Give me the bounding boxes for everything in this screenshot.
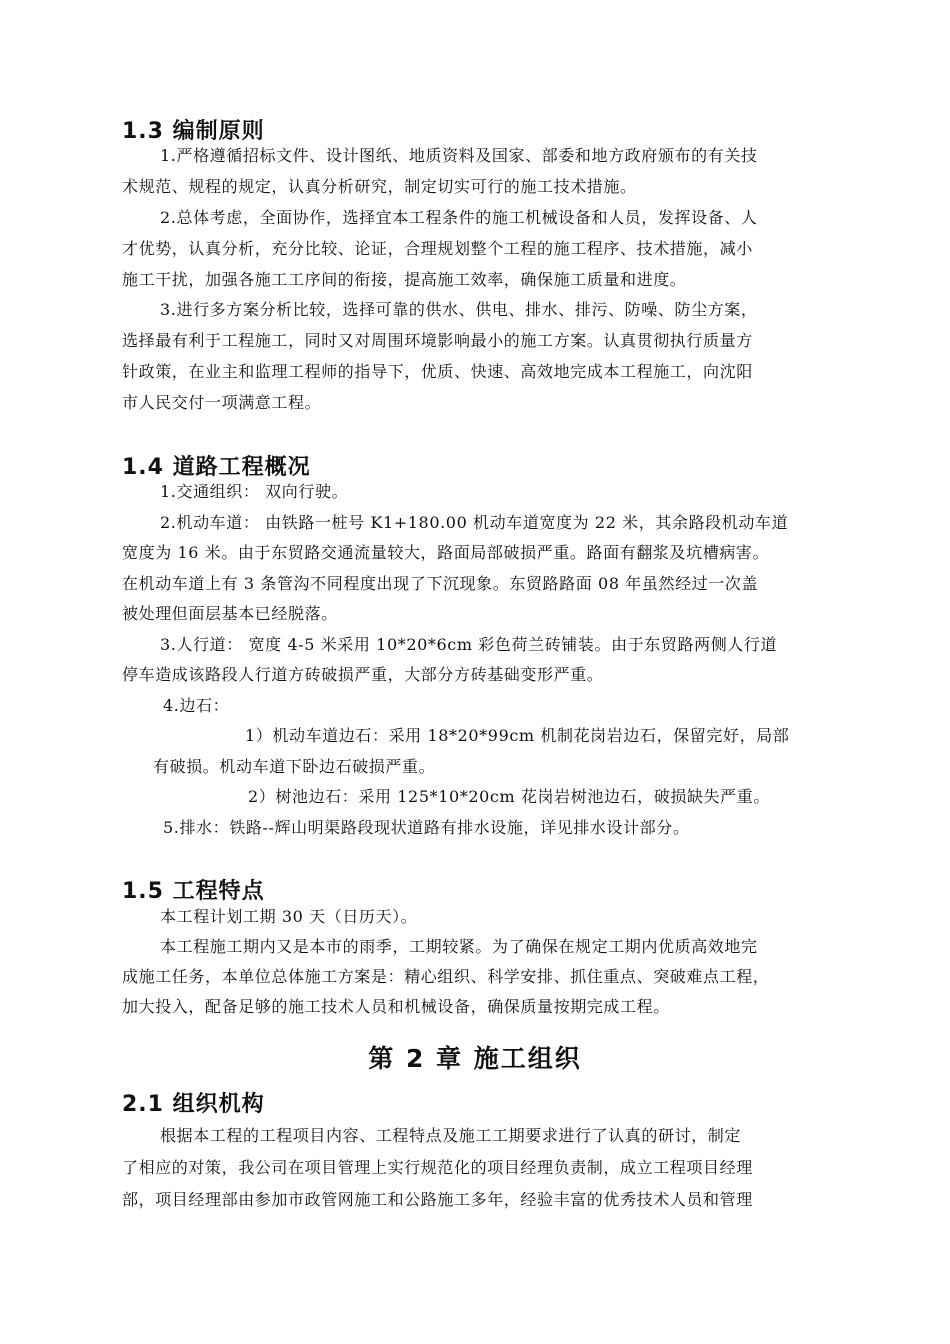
paragraph-line: 针政策，在业主和监理工程师的指导下，优质、快速、高效地完成本工程施工，向沈阳 bbox=[122, 362, 753, 381]
paragraph-line: 了相应的对策，我公司在项目管理上实行规范化的项目经理负责制，成立工程项目经理 bbox=[122, 1158, 753, 1177]
paragraph-line: 5.排水：铁路--辉山明渠路段现状道路有排水设施，详见排水设计部分。 bbox=[163, 818, 690, 837]
paragraph-line: 2）树池边石：采用 125*10*20cm 花岗岩树池边石，破损缺失严重。 bbox=[248, 787, 770, 806]
section-heading-2-1: 2.1 组织机构 bbox=[122, 1092, 265, 1117]
section-heading-1-4: 1.4 道路工程概况 bbox=[122, 455, 311, 480]
paragraph-line: 3.进行多方案分析比较，选择可靠的供水、供电、排水、排污、防噪、防尘方案， bbox=[160, 300, 758, 319]
paragraph-line: 1.交通组织： 双向行驶。 bbox=[160, 482, 349, 501]
paragraph-line: 4.边石： bbox=[163, 696, 230, 715]
paragraph-line: 2.机动车道： 由铁路一桩号 K1+180.00 机动车道宽度为 22 米，其余路段机动车道 bbox=[160, 513, 789, 532]
paragraph-line: 在机动车道上有 3 条管沟不同程度出现了下沉现象。东贸路路面 08 年虽然经过一次盖 bbox=[122, 574, 759, 593]
paragraph-line: 2.总体考虑，全面协作，选择宜本工程条件的施工机械设备和人员，发挥设备、人 bbox=[160, 208, 758, 227]
paragraph-line: 有破损。机动车道下卧边石破损严重。 bbox=[153, 757, 436, 776]
paragraph-line: 1）机动车道边石：采用 18*20*99cm 机制花岗岩边石，保留完好，局部 bbox=[245, 726, 790, 745]
paragraph-line: 成施工任务，本单位总体施工方案是：精心组织、科学安排、抓住重点、突破难点工程， bbox=[122, 967, 770, 986]
paragraph-line: 市人民交付一项满意工程。 bbox=[122, 393, 322, 412]
paragraph-line: 停车造成该路段人行道方砖破损严重，大部分方砖基础变形严重。 bbox=[122, 665, 604, 684]
paragraph-line: 1.严格遵循招标文件、设计图纸、地质资料及国家、部委和地方政府颁布的有关技 bbox=[160, 146, 758, 165]
paragraph-line: 被处理但面层基本已经脱落。 bbox=[122, 604, 338, 623]
paragraph-line: 才优势，认真分析，充分比较、论证，合理规划整个工程的施工程序、技术措施，减小 bbox=[122, 239, 753, 258]
section-heading-1-5: 1.5 工程特点 bbox=[122, 879, 265, 904]
paragraph-line: 施工干扰，加强各施工工序间的衔接，提高施工效率，确保施工质量和进度。 bbox=[122, 270, 687, 289]
paragraph-line: 3.人行道： 宽度 4-5 米采用 10*20*6cm 彩色荷兰砖铺装。由于东贸路两侧人行道 bbox=[160, 635, 778, 654]
chapter-title: 第 2 章 施工组织 bbox=[368, 1044, 582, 1073]
paragraph-line: 部，项目经理部由参加市政管网施工和公路施工多年，经验丰富的优秀技术人员和管理 bbox=[122, 1190, 753, 1209]
paragraph-line: 术规范、规程的规定，认真分析研究，制定切实可行的施工技术措施。 bbox=[122, 177, 637, 196]
paragraph-line: 本工程计划工期 30 天（日历天）。 bbox=[160, 907, 418, 926]
paragraph-line: 根据本工程的工程项目内容、工程特点及施工工期要求进行了认真的研讨，制定 bbox=[160, 1126, 742, 1145]
paragraph-line: 宽度为 16 米。由于东贸路交通流量较大，路面局部破损严重。路面有翻浆及坑槽病害。 bbox=[122, 543, 770, 562]
section-heading-1-3: 1.3 编制原则 bbox=[122, 119, 265, 144]
paragraph-line: 本工程施工期内又是本市的雨季，工期较紧。为了确保在规定工期内优质高效地完 bbox=[160, 937, 758, 956]
paragraph-line: 加大投入，配备足够的施工技术人员和机械设备，确保质量按期完成工程。 bbox=[122, 997, 670, 1016]
paragraph-line: 选择最有利于工程施工，同时又对周围环境影响最小的施工方案。认真贯彻执行质量方 bbox=[122, 331, 753, 350]
